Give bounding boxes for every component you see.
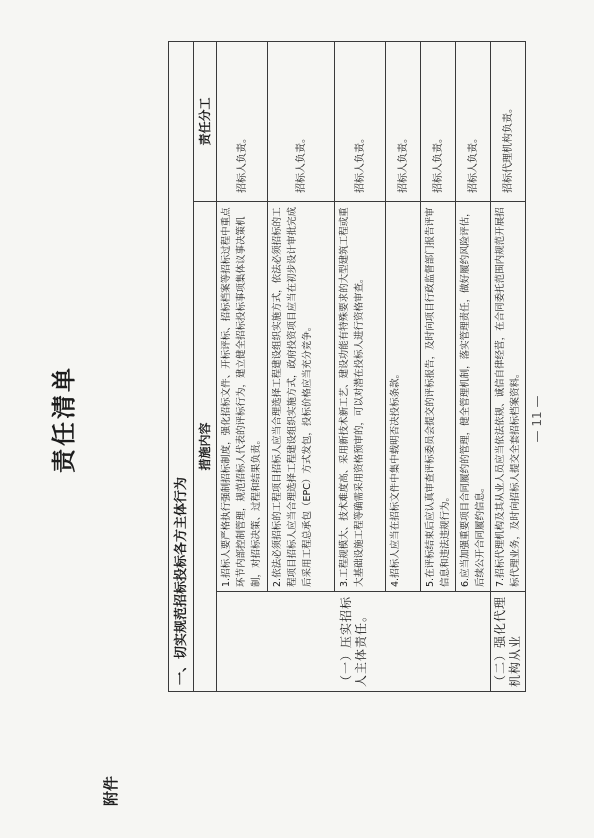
measure-cell: 4.招标人应当在招标文件中集中载明否决投标条款。 (386, 202, 421, 592)
measure-cell: 2.依法必须招标的工程项目招标人应当合理选择工程建设组织实施方式，依法必须招标的工程项目招标人应当合理选择工程建设组织实施方式，政府投资项目应当在初步设计审批完成后采用工程总承包（EPC）方式发包，投标价格应当充分竞争。 (268, 202, 335, 592)
table-row (491, 41, 526, 691)
page-number: — 11 — (530, 395, 544, 443)
responsibility-cell: 招标人负责。 (335, 41, 386, 201)
section-heading-row (169, 41, 194, 691)
section-heading: 一、切实规范招标投标各方主体行为 (169, 41, 194, 691)
document-title: 责任清单 (49, 365, 78, 473)
table-row (217, 41, 268, 691)
responsibility-cell: 招标人负责。 (217, 41, 268, 201)
column-header-row (194, 41, 217, 691)
measure-cell: 6.应当加强重要项目合同履约的管理，健全管理机制，落实管理责任，做好履约风险评估，后续公开合同履约信息。 (456, 202, 491, 592)
responsibility-cell: 招标人负责。 (268, 41, 335, 201)
measure-cell: 1.招标人要严格执行强制招标制度，强化招标文件、开标评标、招标档案等招标过程中重点环节内部控制管理，规范招标人代表的评标行为，建立健全招标投标事项集体议事决策机制，对招标决策、过程和结果负责。 (217, 202, 268, 592)
responsibility-cell: 招标代理机构负责。 (491, 41, 526, 201)
responsibility-cell: 招标人负责。 (421, 41, 456, 201)
responsibility-cell: 招标人负责。 (386, 41, 421, 201)
column-header-measures: 措施内容 (194, 202, 217, 692)
group-label: （一）压实招标人主体责任。 (217, 592, 491, 692)
measure-cell: 5.在评标结束后应认真审查评标委员会提交的评标报告，及时向项目行政监督部门报告评审信息和违法违规行为。 (421, 202, 456, 592)
group-label: （二）强化代理机构从业 (491, 592, 526, 692)
column-header-responsibility: 责任分工 (194, 41, 217, 201)
attachment-label: 附件 (102, 775, 120, 806)
measure-cell: 7.招标代理机构及其从业人员应当依法依规、诚信自律经营，在合同委托范围内规范开展招标代理业务，及时向招标人提交全套招标档案资料。 (491, 202, 526, 592)
responsibility-cell: 招标人负责。 (456, 41, 491, 201)
measure-cell: 3.工程规模大、技术难度高、采用新技术新工艺、建设功能有特殊要求的大型建筑工程或重大基础设施工程等确需采用资格预审的，可以对潜在投标人进行资格审查。 (335, 202, 386, 592)
responsibility-table (168, 41, 526, 692)
